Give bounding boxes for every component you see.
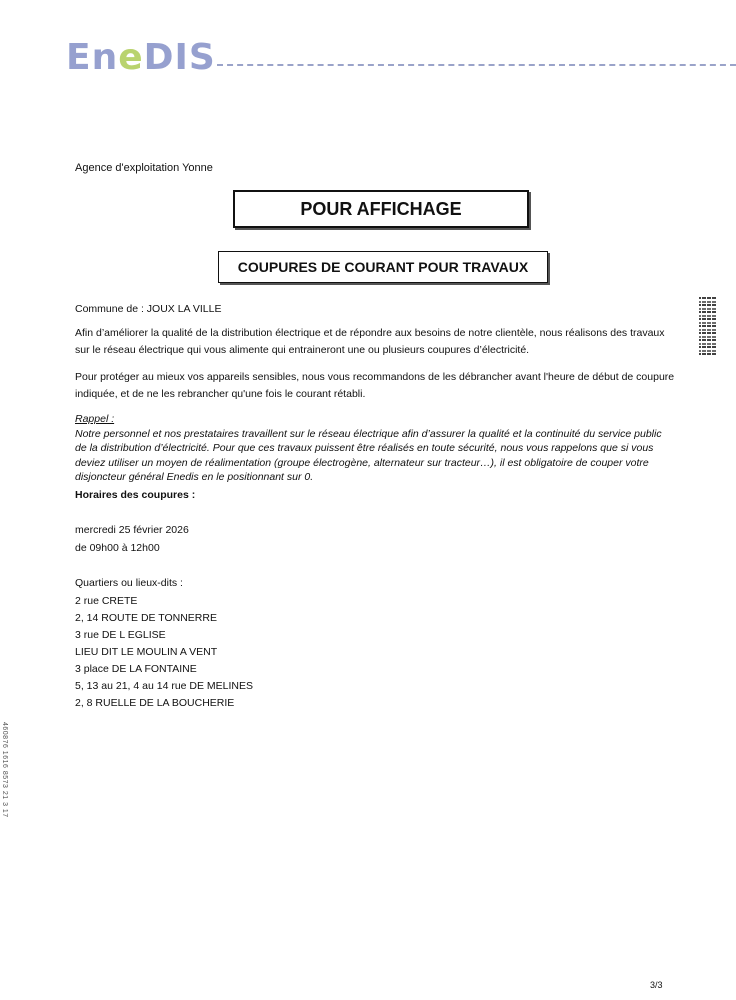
outage-date: mercredi 25 février 2026 <box>75 524 189 536</box>
header-divider <box>217 64 736 66</box>
rappel-text: Notre personnel et nos prestataires travaillent sur le réseau électrique afin d’assurer la qualité et la continuité du service public de la distribution d’électricité. Pour que ces travaux puissent être réalisés en toute sécurité, nous vous rappelons que si vous deviez utiliser un moyen de réalimentation (groupe électrogène, alternateur sur tracteur…), il est obligatoire de couper votre disjoncteur général Enedis en le positionnant sur 0. <box>75 427 662 483</box>
enedis-logo: EneDIS <box>66 37 216 78</box>
commune: Commune de : JOUX LA VILLE <box>75 303 222 315</box>
outage-time: de 09h00 à 12h00 <box>75 542 160 554</box>
quartiers-label: Quartiers ou lieux-dits : <box>75 577 183 589</box>
paragraph-protection: Pour protéger au mieux vos appareils sensibles, nous vous recommandons de les débrancher avant l'heure de début de coupure indiquée, et de ne les rebrancher qu'une fois le courant rétabli. <box>75 371 675 400</box>
notice-title: POUR AFFICHAGE <box>300 198 462 219</box>
list-item: 5, 13 au 21, 4 au 14 rue DE MELINES <box>75 680 254 692</box>
notice-subtitle-box <box>218 251 548 283</box>
horaires-label: Horaires des coupures : <box>75 489 196 501</box>
side-reference-code: 460876 1616 8573 21 3 17 <box>1 722 8 818</box>
quartiers-list <box>75 593 675 712</box>
datamatrix-code <box>699 297 717 355</box>
rappel-label: Rappel : <box>75 413 115 425</box>
list-item: 2 rue CRETE <box>75 595 138 607</box>
list-item: 3 rue DE L EGLISE <box>75 629 166 641</box>
agency-name: Agence d'exploitation Yonne <box>75 162 213 174</box>
rappel-block <box>75 412 675 485</box>
notice-title-box <box>233 190 529 228</box>
page-number: 3/3 <box>650 980 663 990</box>
list-item: 2, 8 RUELLE DE LA BOUCHERIE <box>75 697 235 709</box>
list-item: LIEU DIT LE MOULIN A VENT <box>75 646 218 658</box>
paragraph-intro: Afin d’améliorer la qualité de la distribution électrique et de répondre aux besoins de notre clientèle, nous réalisons des travaux sur le réseau électrique qui vous alimente qui entraineront une ou plusieurs coupures d’électricité. <box>75 327 665 356</box>
list-item: 3 place DE LA FONTAINE <box>75 663 197 675</box>
notice-subtitle: COUPURES DE COURANT POUR TRAVAUX <box>237 259 529 275</box>
list-item: 2, 14 ROUTE DE TONNERRE <box>75 612 217 624</box>
